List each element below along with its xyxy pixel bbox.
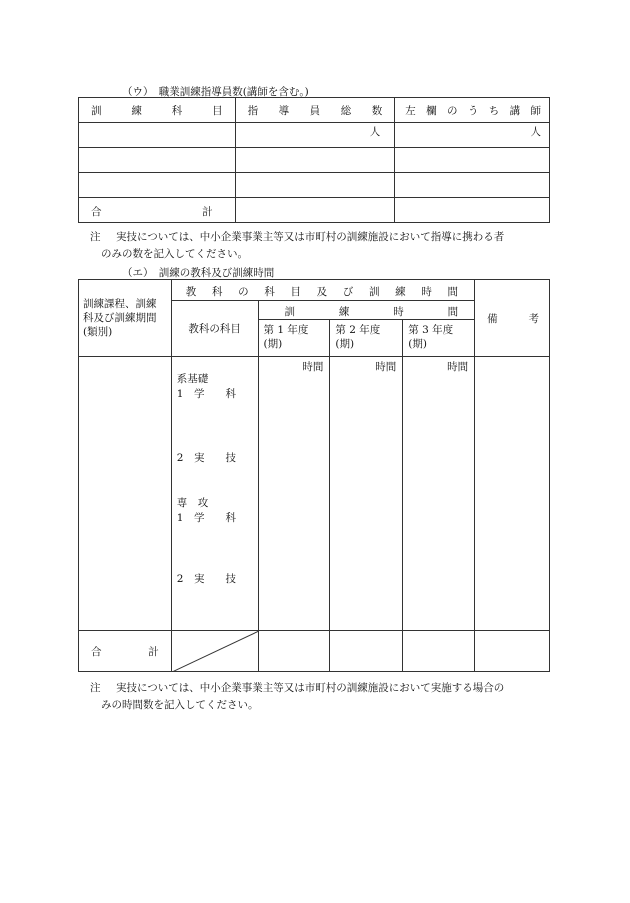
note-e-line1: 実技については、中小企業事業主等又は市町村の訓練施設において実施する場合の xyxy=(116,682,505,694)
subject-major-2: 2 実 技 xyxy=(176,573,236,585)
total-label: 合 計 xyxy=(91,645,159,658)
unit-label: 人 xyxy=(369,126,381,138)
table-cell xyxy=(79,123,236,148)
hours-header: 訓 練 時 間 xyxy=(284,306,459,318)
hours-unit: 時間 xyxy=(447,361,469,373)
section-u-heading: （ウ） 職業訓練指導員数(講師を含む。) xyxy=(122,86,309,98)
table-cell xyxy=(395,123,550,148)
year3-header: 第 3 年度 (期) xyxy=(408,324,454,350)
year2-header: 第 2 年度 (期) xyxy=(335,324,381,350)
col-total-instructors-header: 指 導 員 総 数 xyxy=(247,105,383,117)
subject-col-header: 教科の科目 xyxy=(188,323,241,335)
subject-basic-2: 2 実 技 xyxy=(176,452,236,464)
note-e-prefix: 注 xyxy=(90,682,101,694)
col-lecturers-header: 左 欄 の う ち 講 師 xyxy=(405,105,541,117)
col-subject-header: 訓 練 科 目 xyxy=(91,105,223,117)
year1-header: 第 1 年度 (期) xyxy=(263,324,309,350)
note-u-line1: 実技については、中小企業事業主等又は市町村の訓練施設において指導に携わる者 xyxy=(116,231,505,243)
subject-basic-1: 1 学 科 xyxy=(176,388,236,400)
instructor-count-table xyxy=(78,97,550,223)
subject-major: 専 攻 xyxy=(176,497,209,509)
section-e-heading: （エ） 訓練の教科及び訓練時間 xyxy=(122,267,275,279)
training-hours-table xyxy=(78,279,550,672)
note-u-prefix: 注 xyxy=(90,231,101,243)
subject-major-1: 1 学 科 xyxy=(176,512,236,524)
table-cell xyxy=(79,357,172,631)
table-cell xyxy=(235,123,395,148)
diagonal-line xyxy=(172,631,259,672)
unit-label: 人 xyxy=(530,126,541,138)
hours-unit: 時間 xyxy=(302,361,324,373)
total-label: 合 計 xyxy=(91,206,213,218)
diagonal-cell xyxy=(171,631,258,672)
note-e-line2: みの時間数を記入してください。 xyxy=(101,699,259,711)
subject-basic: 系基礎 xyxy=(176,373,209,385)
remarks-header: 備 考 xyxy=(487,312,539,325)
note-u-line2: のみの数を記入してください。 xyxy=(101,248,248,260)
group-header: 教 科 の 科 目 及 び 訓 練 時 間 xyxy=(185,286,459,298)
row-header: 訓練課程、訓練 科及び訓練期間 (類別) xyxy=(83,298,157,338)
hours-unit: 時間 xyxy=(375,361,397,373)
subjects-cell xyxy=(171,357,258,631)
